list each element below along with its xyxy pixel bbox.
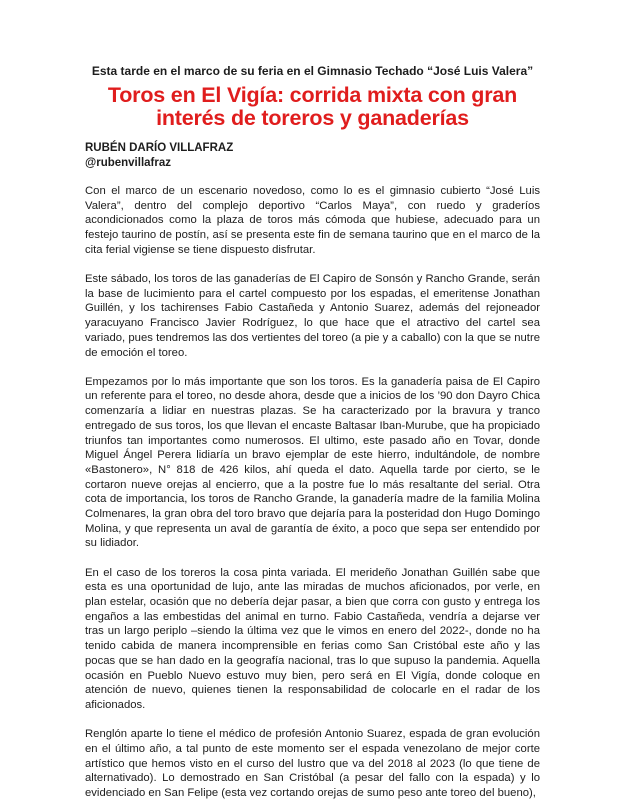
article-paragraph-4: En el caso de los toreros la cosa pinta variada. El merideño Jonathan Guillén sabe que esta es una oportunidad de lujo, ante las miradas de muchos aficionados, por verle, en plan estelar, ocasión que no debería dejar pasar, a bien que corra con gusto y entrega los engaños a las embestidas del animal en turno. Fabio Castañeda, vendría a dejarse ver tras un largo periplo –siendo la última vez que le vimos en enero del 2022-, donde no ha tenido cabida de manera incomprensible en ferias como San Cristóbal este año y las pocas que se han dado en la geografía nacional, tras lo que supuso la pandemia. Aquella ocasión en Pueblo Nuevo estuvo muy bien, pero será en El Vigía, donde coloque en atención de nuevo, quienes tienen la responsabilidad de colocarle en el radar de los aficionados.	[85, 566, 540, 711]
article-paragraph-2: Este sábado, los toros de las ganaderías de El Capiro de Sonsón y Rancho Grande, serán la base de lucimiento para el cartel compuesto por los espadas, el emeritense Jonathan Guillén, y los tachirenses Fabio Castañeda y Antonio Suarez, además del rejoneador yaracuyano Francisco Javier Rodríguez, lo que hace que el atractivo del cartel sea variado, pues tendremos las dos vertientes del toreo (a pie y a caballo) con la que se nutre de emoción el toreo.	[85, 273, 540, 359]
article-title-line-2: interés de toreros y ganaderías	[156, 105, 469, 130]
author-name: RUBÉN DARÍO VILLAFRAZ	[85, 142, 234, 154]
article-body	[85, 184, 540, 801]
article-paragraph-1: Con el marco de un escenario novedoso, como lo es el gimnasio cubierto “José Luis Valera”, dentro del complejo deportivo “Carlos Maya”, con ruedo y graderíos acondicionados como la plaza de toros más cómoda que hubiese, adecuado para un festejo taurino de postín, así se presenta este fin de semana taurino que en el marco de la cita ferial vigiense se tiene dispuesto disfrutar.	[85, 185, 540, 256]
article-paragraph-3: Empezamos por lo más importante que son los toros. Es la ganadería paisa de El Capiro un referente para el toreo, no desde ahora, desde que a inicios de los ’90 don Dayro Chica comenzaría a lidiar en nuestras plazas. Se ha caracterizado por la bravura y tranco entregado de sus toros, los que llevan el encaste Baltasar Iban-Murube, que ha propiciado triunfos tan importantes como numerosos. El ultimo, este pasado año en Tovar, donde Miguel Ángel Perera lidiaría un bravo ejemplar de este hierro, indultándole, de nombre «Bastonero», N° 818 de 426 kilos, ahí queda el dato. Aquella tarde por cierto, se le cortaron nueve orejas al encierro, que a la postre fue lo más resaltante del serial. Otra cota de importancia, los toros de Rancho Grande, la ganadería madre de la familia Molina Colmenares, la gran obra del toro bravo que dejaría para la posteridad don Hugo Domingo Molina, y que representa un aval de garantía de éxito, a poco que sepa ser entendido por su lidiador.	[85, 375, 540, 550]
article-title	[55, 84, 570, 129]
author-handle: @rubenvillafraz	[85, 156, 171, 169]
kicker: Esta tarde en el marco de su feria en el Gimnasio Techado “José Luis Valera”	[91, 64, 534, 78]
article-paragraph-5: Renglón aparte lo tiene el médico de profesión Antonio Suarez, espada de gran evolución en el último año, a tal punto de este momento ser el espada venezolano de mejor corte artístico que hemos visto en el curso del lustro que va del 2018 al 2023 (lo que tiene de alternativado). Lo demostrado en San Cristóbal (a pesar del fallo con la espada) y lo evidenciado en San Felipe (esta vez cortando orejas de sumo peso ante toreo del bueno),	[85, 728, 540, 800]
article-title-line-1: Toros en El Vigía: corrida mixta con gran	[107, 83, 518, 107]
byline	[85, 141, 540, 170]
